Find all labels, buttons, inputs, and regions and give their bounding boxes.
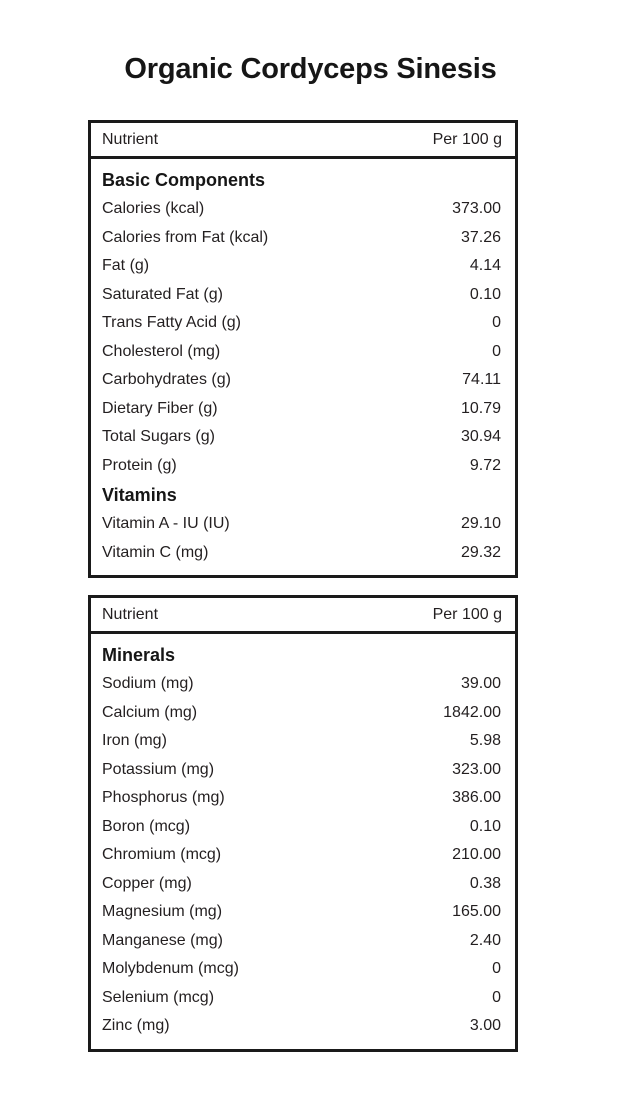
nutrient-label: Copper (mg) [102,874,192,892]
nutrient-value: 29.10 [460,515,501,532]
nutrient-value: 0 [492,988,501,1006]
nutrient-row [91,338,515,367]
nutrient-label: Zinc (mg) [102,1017,170,1034]
nutrient-row [91,898,515,927]
nutrient-label: Vitamin A - IU (IU) [102,515,230,532]
nutrient-value: 29.32 [460,543,501,561]
table-header-row [91,123,515,159]
nutrient-row [91,699,515,728]
nutrient-label: Selenium (mcg) [102,988,215,1006]
column-header-amount: Per 100 g [432,130,502,148]
nutrient-label: Iron (mg) [102,732,167,749]
nutrient-value: 5.98 [469,732,501,749]
nutrient-label: Trans Fatty Acid (g) [102,314,241,331]
nutrient-label: Manganese (mg) [102,931,223,949]
nutrient-label: Total Sugars (g) [102,428,215,445]
nutrient-label: Dietary Fiber (g) [102,399,218,417]
nutrition-table-basic [88,120,518,578]
nutrient-label: Calories from Fat (kcal) [102,228,269,246]
nutrient-row [91,756,515,785]
nutrient-row [91,727,515,756]
nutrient-row [91,195,515,224]
nutrient-value: 165.00 [452,903,501,920]
nutrient-row [91,955,515,984]
nutrient-value: 0 [492,314,501,331]
nutrient-row [91,224,515,253]
column-header-nutrient: Nutrient [102,605,159,623]
nutrient-row [91,870,515,899]
nutrient-label: Phosphorus (mg) [102,789,225,806]
nutrient-value: 0 [492,342,501,360]
column-header-amount: Per 100 g [432,605,502,623]
nutrient-value: 373.00 [452,200,501,217]
table-body-basic [91,159,515,575]
nutrient-row [91,281,515,310]
nutrient-label: Fat (g) [102,257,150,274]
nutrition-table-minerals [88,595,518,1052]
nutrient-value: 39.00 [460,675,501,692]
nutrient-row [91,510,515,539]
nutrient-row [91,309,515,338]
nutrient-value: 3.00 [469,1017,501,1034]
table-header-row [91,598,515,634]
nutrient-row [91,539,515,568]
nutrient-row [91,1012,515,1041]
nutrient-row [91,252,515,281]
nutrient-label: Calories (kcal) [102,200,205,217]
nutrient-label: Calcium (mg) [102,703,198,721]
nutrient-label: Chromium (mcg) [102,846,222,863]
page-title: Organic Cordyceps Sinesis [124,53,497,85]
nutrient-value: 386.00 [452,789,501,806]
table-body-minerals [91,634,515,1049]
nutrient-label: Vitamin C (mg) [102,543,209,561]
nutrient-value: 323.00 [452,760,501,778]
section-header-label: Basic Components [102,170,266,190]
nutrient-label: Potassium (mg) [102,760,215,778]
nutrient-value: 0.38 [469,874,501,892]
nutrient-label: Carbohydrates (g) [102,371,231,388]
nutrient-row [91,841,515,870]
nutrient-row [91,423,515,452]
section-header-label: Minerals [102,645,176,665]
nutrient-value: 4.14 [469,257,501,274]
nutrient-label: Sodium (mg) [102,675,194,692]
nutrient-row [91,813,515,842]
section-header-row [91,480,515,510]
nutrient-label: Boron (mcg) [102,817,191,835]
nutrient-row [91,452,515,481]
nutrient-value: 2.40 [469,931,501,949]
section-header-label: Vitamins [102,485,177,505]
nutrient-value: 1842.00 [443,703,501,721]
section-header-row [91,640,515,670]
nutrient-value: 10.79 [460,399,501,417]
column-header-nutrient: Nutrient [102,130,159,148]
nutrient-value: 74.11 [462,371,501,388]
nutrient-value: 37.26 [460,228,501,246]
nutrient-row [91,366,515,395]
nutrient-value: 0.10 [469,817,501,835]
section-header-row [91,165,515,195]
nutrient-value: 30.94 [460,428,501,445]
nutrient-value: 9.72 [469,456,501,474]
nutrient-value: 0.10 [469,285,501,303]
nutrient-row [91,784,515,813]
nutrient-label: Protein (g) [102,456,177,474]
nutrient-label: Magnesium (mg) [102,903,223,920]
nutrient-row [91,984,515,1013]
nutrient-value: 210.00 [452,846,501,863]
nutrient-label: Molybdenum (mcg) [102,960,239,977]
nutrient-label: Saturated Fat (g) [102,285,223,303]
nutrient-row [91,927,515,956]
nutrient-label: Cholesterol (mg) [102,342,221,360]
nutrient-row [91,670,515,699]
nutrient-row [91,395,515,424]
nutrient-value: 0 [492,960,501,977]
